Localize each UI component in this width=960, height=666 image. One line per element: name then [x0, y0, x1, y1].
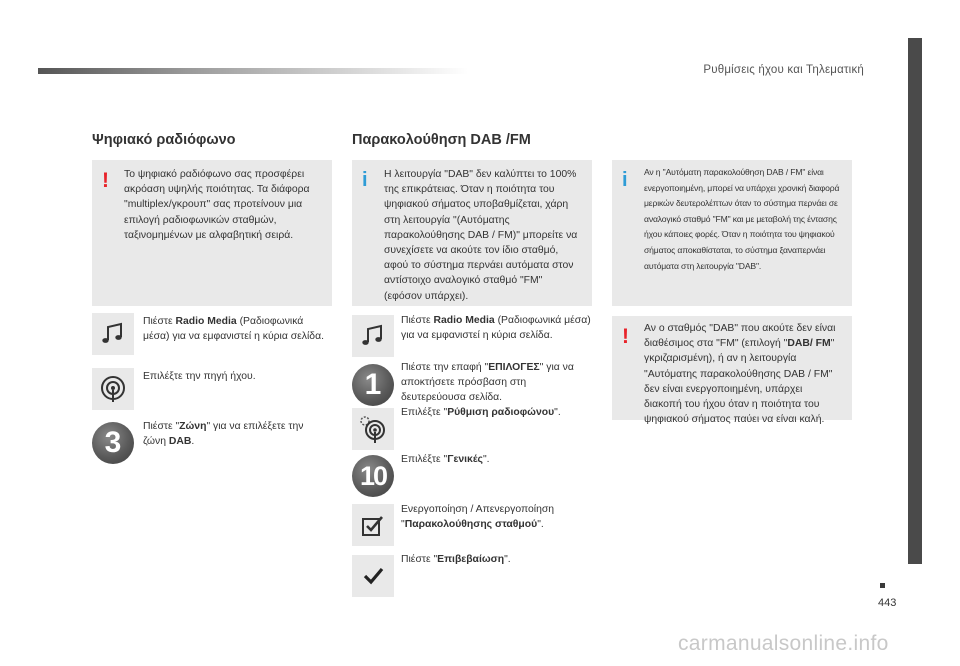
warning-note-dab-unavailable	[612, 316, 852, 426]
warning-note-text: Αν ο σταθμός "DAB" που ακούτε δεν είναι διαθέσιμος στα "FM" (επιλογή "DAB/ FM" γκριζαρισμένη), ή αν η λειτουργία "Αυτόματης παρακολούθησης DAB / FM" δεν είναι ενεργοποιημένη, υπάρχει διακοπή του ήχου όταν η ποιότητα του ψηφιακού σήματος παύει να είναι καλή.	[644, 323, 836, 426]
warning-note-text: Το ψηφιακό ραδιόφωνο σας προσφέρει ακρόαση υψηλής ποιότητας. Τα διάφορα "multiplex/γκρουπ" σας προτείνουν μια επιλογή ραδιοφωνικών σταθμών, ταξινομημένων με αλφαβητική σειρά.	[124, 169, 310, 241]
info-note-text: Αν η "Αυτόματη παρακολούθηση DAB / FM" είναι ενεργοποιημένη, μπορεί να υπάρχει χρονική διαφορά μερικών δευτερολέπτων όταν το σύστημα περνάει σε αναλογικό σταθμό "FM" και με μεταβολή της έντασης ήχου κάποιες φορές. Όταν η ποιότητα του ψηφιακού σήματος αποκαθίσταται, το σύστημα ξαναπερνάει αυτόματα στη λειτουργία "DAB".	[644, 167, 840, 271]
info-note-dab-fm	[352, 160, 592, 306]
info-note-auto-tracking	[612, 160, 852, 306]
step-badge-1: 1	[352, 364, 394, 406]
radio-antenna-icon	[92, 368, 134, 410]
step-press-radio-media: Πιέστε Radio Media (Ραδιοφωνικά μέσα) για να εμφανιστεί η κύρια σελίδα.	[143, 316, 324, 343]
warning-icon: !	[102, 169, 109, 192]
header-title: Ρυθμίσεις ήχου και Τηλεματική	[703, 64, 864, 76]
info-note-text: Η λειτουργία "DAB" δεν καλύπτει το 100% της επικράτειας. Όταν η ποιότητα του ψηφιακού σήματος υποβαθμίζεται, χάρη στη λειτουργία "(Αυτόματης παρακολούθησης DAB / FM)" μπορείτε να συνεχίσετε να ακούτε τον ίδιο σταθμό, αφού το σύστημα περνάει αυτόματα στον αντίστοιχο αναλογικό σταθμό "FM" (εφόσον υπάρχει).	[384, 169, 578, 302]
warning-icon: !	[622, 325, 629, 348]
section-title-digital-radio: Ψηφιακό ραδιόφωνο	[92, 132, 236, 148]
checkmark-icon	[352, 555, 394, 597]
step-press-radio-media: Πιέστε Radio Media (Ραδιοφωνικά μέσα) για να εμφανιστεί η κύρια σελίδα.	[401, 315, 591, 342]
step-badge-3: 3	[92, 422, 134, 464]
step-select-radio-settings: Επιλέξτε "Ρύθμιση ραδιοφώνου".	[401, 407, 561, 418]
step-press-zone: Πιέστε "Ζώνη" για να επιλέξετε την ζώνη DAB.	[143, 421, 304, 448]
info-icon: i	[622, 169, 628, 191]
step-badge-10: 10	[352, 455, 394, 497]
page-edge-strip	[908, 38, 922, 564]
step-select-audio-source: Επιλέξτε την πηγή ήχου.	[143, 371, 256, 382]
watermark: carmanualsonline.info	[678, 632, 889, 655]
info-icon: i	[362, 169, 368, 191]
header-gradient-bar	[38, 68, 468, 74]
page-number: 443	[878, 597, 897, 609]
step-toggle-line1: Ενεργοποίηση / Απενεργοποίηση	[401, 504, 555, 515]
page-marker	[880, 583, 885, 588]
step-select-general: Επιλέξτε "Γενικές".	[401, 454, 490, 465]
step-press-confirm: Πιέστε "Επιβεβαίωση".	[401, 554, 511, 565]
section-title-dab-fm: Παρακολούθηση DAB /FM	[352, 132, 531, 148]
music-note-icon	[352, 315, 394, 357]
music-note-icon	[92, 313, 134, 355]
checkbox-icon	[352, 504, 394, 546]
step-toggle-station-tracking: Ενεργοποίηση / Απενεργοποίηση "Παρακολούθησης σταθμού".	[401, 504, 555, 531]
step-press-options: Πιέστε την επαφή "ΕΠΙΛΟΓΕΣ" για να αποκτήσετε πρόσβαση στη δευτερεύουσα σελίδα.	[401, 362, 574, 404]
radio-settings-icon	[352, 408, 394, 450]
warning-note-digital-radio	[92, 160, 332, 306]
